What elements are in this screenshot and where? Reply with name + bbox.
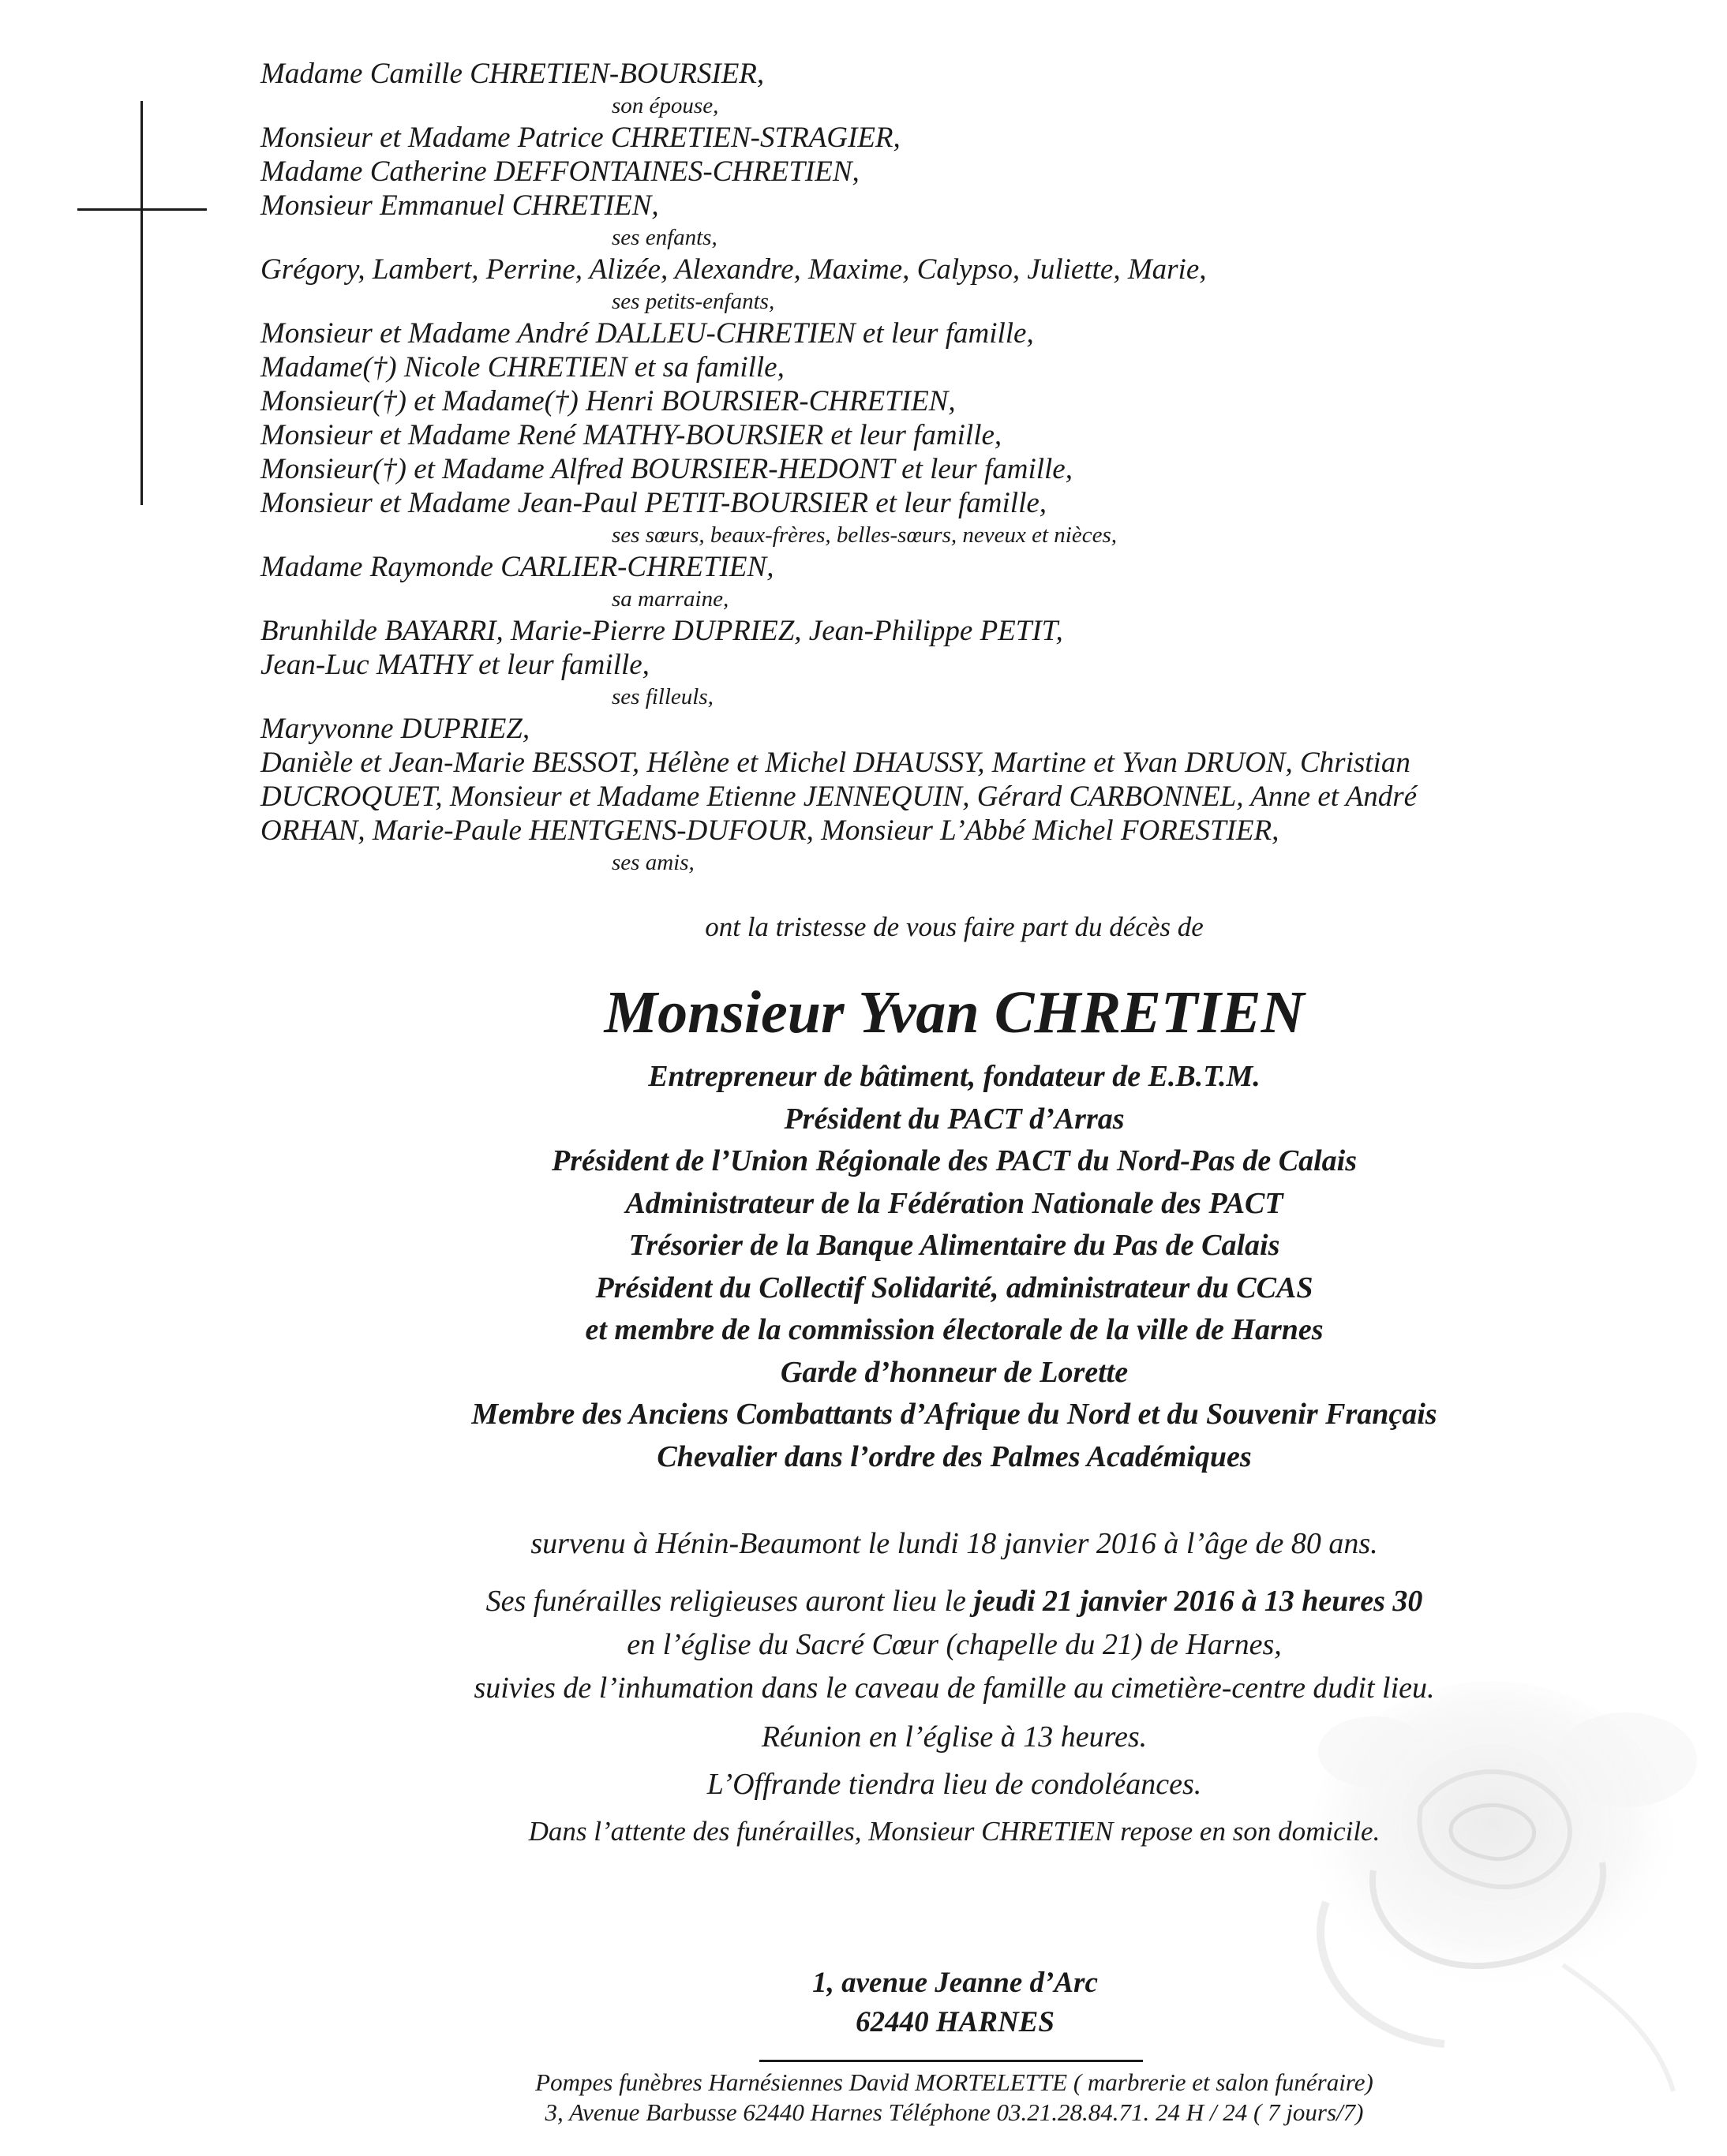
address-city: 62440 HARNES [856, 2006, 1055, 2038]
family-relation-line: sa marraine, [612, 586, 729, 612]
church-line: en l’église du Sacré Cœur (chapelle du 21) de Harnes, [627, 1628, 1282, 1661]
deceased-titles [0, 1056, 1727, 1478]
family-member-line: Monsieur Emmanuel CHRETIEN, [260, 189, 659, 222]
announcement-intro: ont la tristesse de vous faire part du décès de [705, 911, 1204, 942]
title-line: Garde d’honneur de Lorette [780, 1355, 1129, 1389]
family-member-line: Monsieur(†) et Madame Alfred BOURSIER-HEDONT et leur famille, [260, 453, 1073, 485]
family-member-line: Madame Raymonde CARLIER-CHRETIEN, [260, 551, 774, 583]
family-member-line: Monsieur et Madame René MATHY-BOURSIER et leur famille, [260, 419, 1002, 451]
family-member-line: Grégory, Lambert, Perrine, Alizée, Alexandre, Maxime, Calypso, Juliette, Marie, [260, 253, 1207, 286]
title-line: Administrateur de la Fédération Nationale des PACT [625, 1186, 1283, 1220]
family-member-line: Danièle et Jean-Marie BESSOT, Hélène et Michel DHAUSSY, Martine et Yvan DRUON, Christian [260, 747, 1410, 779]
title-line: Président de l’Union Régionale des PACT du Nord-Pas de Calais [551, 1144, 1358, 1177]
title-line: Trésorier de la Banque Alimentaire du Pas de Calais [628, 1229, 1280, 1262]
family-member-line: Madame Camille CHRETIEN-BOURSIER, [260, 58, 765, 90]
burial-line: suivies de l’inhumation dans le caveau de famille au cimetière-centre dudit lieu. [474, 1671, 1435, 1705]
funeral-details [0, 1522, 1727, 1854]
family-relation-line: ses filleuls, [612, 684, 714, 709]
cross-icon-vertical [140, 101, 143, 505]
home-address [758, 1963, 1152, 2042]
footer-line-1: Pompes funèbres Harnésiennes David MORTELETTE ( marbrerie et salon funéraire) [535, 2068, 1373, 2096]
family-member-line: Jean-Luc MATHY et leur famille, [260, 649, 650, 681]
funeral-date: jeudi 21 janvier 2016 à 13 heures 30 [973, 1585, 1423, 1618]
title-line: Chevalier dans l’ordre des Palmes Académiques [657, 1439, 1252, 1473]
title-line: Président du Collectif Solidarité, administrateur du CCAS [595, 1271, 1313, 1304]
meeting-line: Réunion en l’église à 13 heures. [761, 1720, 1148, 1754]
family-member-line: Monsieur et Madame André DALLEU-CHRETIEN et leur famille, [260, 317, 1034, 350]
family-member-line: Madame Catherine DEFFONTAINES-CHRETIEN, [260, 155, 860, 188]
family-relation-line: son épouse, [612, 93, 719, 118]
address-underline [759, 2060, 1143, 2062]
cross-icon-horizontal [77, 208, 207, 211]
family-member-line: DUCROQUET, Monsieur et Madame Etienne JENNEQUIN, Gérard CARBONNEL, Anne et André [260, 780, 1418, 813]
rest-line: Dans l’attente des funérailles, Monsieur CHRETIEN repose en son domicile. [528, 1816, 1380, 1847]
title-line: Président du PACT d’Arras [784, 1102, 1125, 1136]
family-member-line: Madame(†) Nicole CHRETIEN et sa famille, [260, 351, 785, 384]
title-line: Membre des Anciens Combattants d’Afrique du Nord et du Souvenir Français [471, 1398, 1437, 1431]
family-member-line: Brunhilde BAYARRI, Marie-Pierre DUPRIEZ, Jean-Philippe PETIT, [260, 615, 1063, 647]
family-relation-line: ses sœurs, beaux-frères, belles-sœurs, neveux et nièces, [612, 522, 1117, 548]
family-member-line: ORHAN, Marie-Paule HENTGENS-DUFOUR, Monsieur L’Abbé Michel FORESTIER, [260, 814, 1279, 847]
offering-line: L’Offrande tiendra lieu de condoléances. [706, 1768, 1202, 1801]
family-relation-line: ses enfants, [612, 225, 717, 250]
funeral-date-line [182, 1580, 1727, 1623]
family-member-line: Monsieur et Madame Patrice CHRETIEN-STRAGIER, [260, 122, 901, 154]
footer-line-2: 3, Avenue Barbusse 62440 Harnes Téléphone 03.21.28.84.71. 24 H / 24 ( 7 jours/7) [545, 2098, 1364, 2126]
deceased-name: Monsieur Yvan CHRETIEN [604, 979, 1305, 1046]
family-list [260, 57, 1602, 878]
family-member-line: Monsieur et Madame Jean-Paul PETIT-BOURSIER et leur famille, [260, 487, 1047, 519]
family-member-line: Maryvonne DUPRIEZ, [260, 713, 530, 745]
family-relation-line: ses petits-enfants, [612, 289, 775, 314]
death-notice: survenu à Hénin-Beaumont le lundi 18 janvier 2016 à l’âge de 80 ans. [530, 1527, 1378, 1560]
title-line: Entrepreneur de bâtiment, fondateur de E.B.T.M. [648, 1060, 1261, 1093]
family-relation-line: ses amis, [612, 850, 695, 875]
address-street: 1, avenue Jeanne d’Arc [812, 1967, 1098, 1999]
funeral-home-footer [0, 2068, 1727, 2128]
family-member-line: Monsieur(†) et Madame(†) Henri BOURSIER-CHRETIEN, [260, 385, 956, 417]
title-line: et membre de la commission électorale de la ville de Harnes [585, 1313, 1324, 1346]
funeral-prefix: Ses funérailles religieuses auront lieu le [485, 1585, 974, 1618]
